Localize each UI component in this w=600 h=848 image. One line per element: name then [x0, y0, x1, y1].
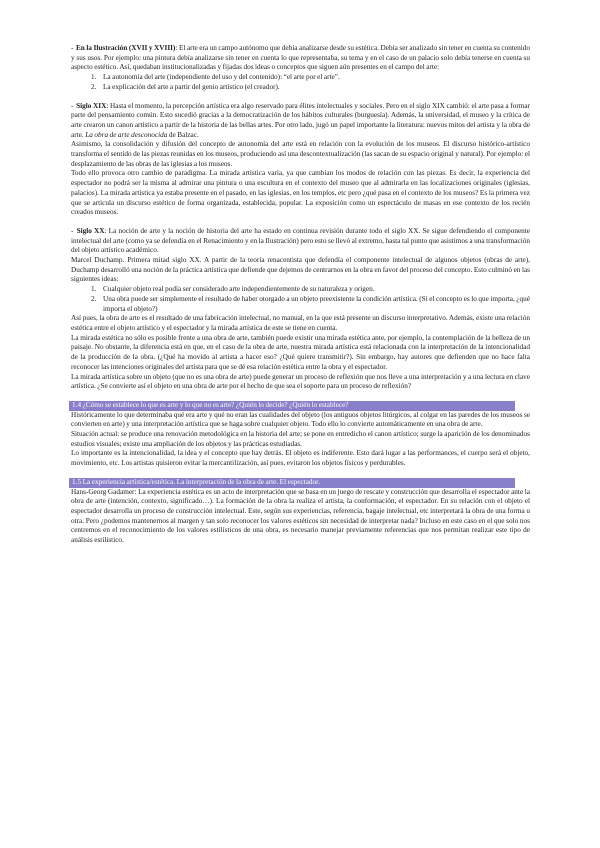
paragraph [71, 102, 530, 141]
list-text: La autonomía del arte (independiente del uso y del contenido): “el arte por el arte”. [103, 73, 340, 82]
list-text: Una obra puede ser simplemente el resultado de haber otorgado a un objeto preexistente la condición artística. (Si el concepto es lo que importa, ¿qué importa el objeto?) [103, 294, 530, 313]
section-1-4 [71, 401, 530, 469]
section-19th-century [71, 102, 530, 218]
paragraph: Situación actual: se produce una renovación metodológica en la historia del arte; se pone en entredicho el canon artístico; surge la aparición de los denominados estudios visuales; existe una ampliación de los objetos y las prácticas estudiadas. [71, 430, 530, 448]
numbered-list [91, 285, 530, 314]
list-item [91, 295, 530, 314]
paragraph: Asimismo, la consolidación y difusión del concepto de autonomía del arte está en relación con la evolución de los museos. El discurso histórico-artístico transforma el sentido de las piezas reunidas en los museos, produciendo así una descontextualización (las sacan de su espacio original y natural). Por ejemplo: el desplazamiento de las obras de las iglesias a los museos. [71, 140, 530, 168]
book-title: La obra de arte desconocida [85, 130, 168, 139]
dash: - [71, 226, 74, 235]
section-text: : Hasta el momento, la percepción artística era algo reservado para élites intelectuales y sociales. Pero en el siglo XIX cambió: el arte pasa a formar parte del pensamiento común. Esto sucedió gracias a la democratización de los hábitos culturales (burguesía). Además, la universidad, el museo y la crítica de arte crearon un canon artístico a partir de la historia de las bellas artes. Por otro lado, jugó un papel importante la literatura: nuevos mitos del artista y la obra de arte. [71, 101, 531, 139]
paragraph: Históricamente lo que determinaba qué era arte y qué no eran las cualidades del objeto (los antiguos objetos litúrgicos, al colgar en las paredes de los museos se convierten en arte) y una interpretación artística que se haga sobre cualquier objeto. Todo ello lo convierte automáticamente en una obra de arte. [71, 410, 530, 429]
paragraph: Así pues, la obra de arte es el resultado de una fabricación intelectual, no manual, en la que está presente un discurso interpretativo. Además, existe una relación estética entre el objeto artístico y el espectador y la mirada artística de este se tiene en cuenta. [71, 314, 530, 332]
section-lead: Siglo XX [76, 226, 105, 235]
paragraph: Todo ello provoca otro cambio de paradigma. La mirada artística varía, ya que cambian los modos de relación con las piezas. Es decir, la experiencia del espectador no podrá ser la misma al admirar una pintura o una escultura en el contexto del museo que al admirarla en las localizaciones originales (iglesias, palacios). La mirada artística ya estaba presente en el pasado, en las iglesias, en los templos, etc pero ¿qué pasa en el contexto de los museos? Es la primera vez que se articula un discurso estético de forma organizada, establecida, popular. La exposición como un espectáculo de masas en ese contexto de los recién creados museos. [71, 169, 530, 217]
list-number: 1. [91, 73, 97, 82]
document-page [71, 44, 530, 555]
section-illustration [71, 44, 530, 93]
paragraph: Marcel Duchamp. Primera mitad siglo XX. A partir de la teoría renacentista que defendía el componente intelectual de algunos objetos (obras de arte), Duchamp desarrolló una noción de la práctica artística que defiende que dejemos de centrarnos en la obra en favor del proceso del concepto. Esto culminó en las siguientes ideas: [71, 256, 530, 284]
section-lead: Siglo XIX [76, 101, 107, 110]
dash: - [71, 44, 74, 52]
section-text: : El arte era un campo autónomo que debía analizarse desde su estética. Debía ser analizado sin tener en cuenta su contenido y sus usos. Por ejemplo: una pintura debía analizarse sin tener en cuenta lo que representaba, su tema y en el caso de un palacio solo debía tenerse en cuenta su aspecto estético. Así, quedaban institucionalizadas y fijadas dos ideas o conceptos que siguen aún presentes en el campo del arte: [71, 44, 530, 72]
list-number: 1. [91, 285, 97, 294]
list-text: La explicación del arte a partir del genio artístico (el creador). [103, 82, 280, 91]
paragraph: Hans-Georg Gadamer: La experiencia estética es un acto de interpretación que se basa en un juego de rescate y construcción que desarrolla el espectador ante la obra de arte (intención, contexto, significado…). La formación de la obra la realiza el artista, la conformación, el espectador. En su relación con el objeto el espectador desarrolla un proceso de construcción intelectual. Este, según sus experiencias, referencia, bagaje intelectual, etc interpretará la obra de una forma u otra. Pero ¿podemos mantenernos al margen y tan solo reconocer los valores estéticos sin necesidad de interpretar nada? Incluso en este caso en el que solo nos centremos en el reconocimiento de los valores estilísticos de una obra, es necesario manejar previamente referencias que nos permitan realizar este tipo de análisis estilístico. [71, 487, 530, 545]
list-item [91, 83, 530, 93]
paragraph: Lo importante es la intencionalidad, la idea y el concepto que hay detrás. El objeto es indiferente. Esto dará lugar a las performances, el cuerpo será el objeto, movimiento, etc. Los artistas quisieron evitar la mercantilización, así pues, evitaron los objetos físicos y perdurables. [71, 449, 530, 468]
numbered-list [91, 73, 530, 92]
list-number: 2. [91, 82, 97, 91]
section-20th-century [71, 227, 530, 392]
list-number: 2. [91, 294, 97, 303]
section-heading: 1.5 La experiencia artística/estética. La interpretación de la obra de arte. El espectador. [69, 478, 515, 488]
paragraph: La mirada estética no sólo es posible frente a una obra de arte, también puede existir una mirada estética ante, por ejemplo, la contemplación de la belleza de un paisaje. No obstante, la diferencia está en que, en el caso de la obra de arte, nuestra mirada artística está relacionada con la interpretación de la intencionalidad de la producción de la obra. (¿Qué ha movido al artista a hacer eso? ¿Qué quiere transmitir?). Sin embargo, hay autores que defienden que no hace falta reconocer las intenciones originales del artista para que se dé esa relación estética entre la obra y el espectador. [71, 333, 530, 371]
dash: - [71, 101, 74, 110]
paragraph [71, 227, 530, 256]
list-item [91, 285, 530, 295]
list-item [91, 73, 530, 83]
paragraph [71, 44, 530, 73]
section-text-tail: de Balzac. [167, 130, 199, 139]
list-text: Cualquier objeto real podía ser considerado arte independientemente de su naturaleza y origen. [103, 285, 375, 294]
section-1-5 [71, 478, 530, 546]
paragraph: La mirada artística sobre un objeto (que no es una obra de arte) puede generar un proceso de reflexión que nos lleve a una interpretación y a una lectura en clave artística. ¿Se convierte así el objeto en una obra de arte por el hecho de que sea el soporte para un proceso de reflexión? [71, 372, 530, 391]
section-lead: En la Ilustración (XVII y XVIII) [75, 44, 176, 52]
section-heading: 1.4 ¿Cómo se establece lo que es arte y lo que no es arte? ¿Quién lo decide? ¿Quién lo establece? [69, 401, 515, 411]
section-text: : La noción de arte y la noción de historia del arte ha estado en continua revisión durante todo el siglo XX. Se sigue defendiendo el componente intelectual del arte (como ya se defendía en el Renacimiento y en la Ilustración) pero esto se llevó al extremo, hasta tal punto que asistimos a una transformación del objeto artístico académico. [71, 226, 531, 255]
